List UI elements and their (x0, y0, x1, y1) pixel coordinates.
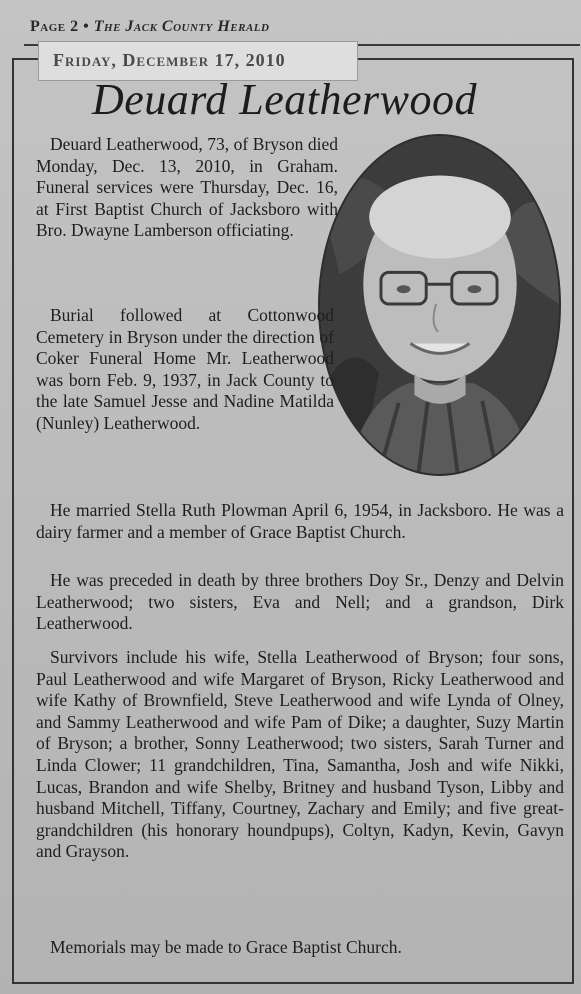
issue-date: Friday, December 17, 2010 (53, 50, 286, 70)
obituary-paragraph: Burial followed at Cottonwood Cemetery in Bryson under the direction of Coker Funeral Home Mr. Leatherwood was born Feb. 9, 1937, in Jack County to the late Samuel Jesse and Nadine Matilda (Nunley) Leatherwood. (36, 305, 334, 433)
obituary-paragraph: Survivors include his wife, Stella Leatherwood of Bryson; four sons, Paul Leatherwood and wife Margaret of Bryson, Ricky Leatherwood and wife Kathy of Brownfield, Steve Leatherwood and wife Lynda of Olney, and Sammy Leatherwood and wife Pam of Dike; a daughter, Suzy Martin of Bryson; a brother, Sonny Leatherwood; two sisters, Sarah Turner and Linda Clower; 11 grandchildren, Tina, Samantha, Josh and wife Nikki, Lucas, Brandon and wife Shelby, Britney and husband Tyson, Libby and husband Mitchell, Tiffany, Courtney, Zachary and Emily; and five great-grandchildren (his honorary houndpups), Coltyn, Kadyn, Kevin, Gavyn and Grayson. (36, 647, 564, 862)
obituary-paragraph: He was preceded in death by three brothers Doy Sr., Denzy and Delvin Leatherwood; two sisters, Eva and Nell; and a grandson, Dirk Leatherwood. (36, 570, 564, 634)
masthead (30, 18, 269, 36)
masthead-separator: • (78, 18, 94, 35)
portrait-image (320, 136, 559, 474)
portrait-photo (318, 134, 561, 476)
obituary-paragraph: Deuard Leatherwood, 73, of Bryson died Monday, Dec. 13, 2010, in Graham. Funeral services were Thursday, Dec. 16, at First Baptist Church of Jacksboro with Bro. Dwayne Lamberson officiating. (36, 134, 338, 241)
obituary-headline: Deuard Leatherwood (92, 75, 478, 124)
obituary-paragraph: Memorials may be made to Grace Baptist Church. (50, 937, 402, 957)
obituary-paragraph: He married Stella Ruth Plowman April 6, 1954, in Jacksboro. He was a dairy farmer and a member of Grace Baptist Church. (36, 500, 564, 542)
page-number: Page 2 (30, 18, 79, 35)
newspaper-name: The Jack County Herald (93, 18, 270, 35)
